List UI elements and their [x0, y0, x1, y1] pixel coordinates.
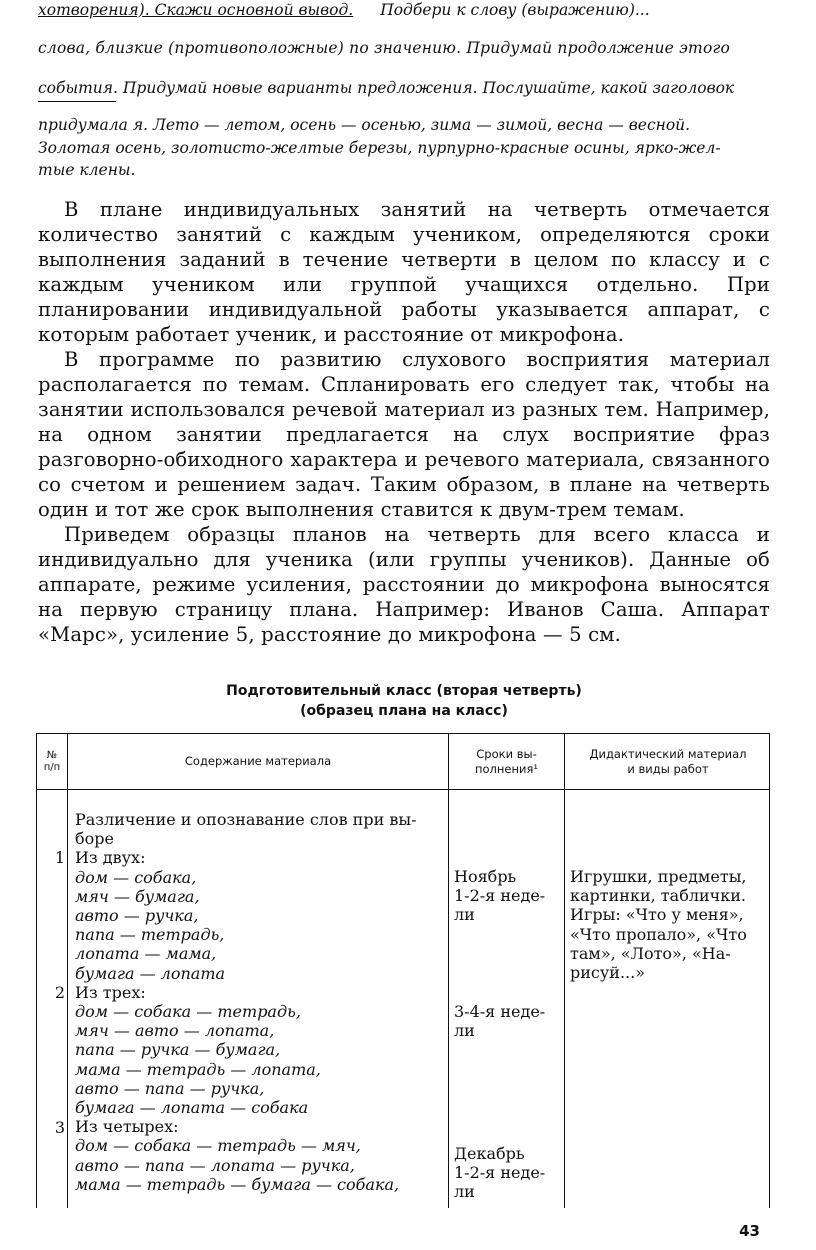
plan-table	[36, 733, 770, 1208]
note-line-4: придумала я. Лето — летом, осень — осенью, зима — зимой, весна — весной.	[38, 116, 691, 134]
term-weeks-end: ли	[454, 905, 475, 925]
header-content: Содержание материала	[184, 754, 332, 768]
body-text	[38, 197, 770, 647]
table-divider	[448, 734, 449, 1208]
content-intro-b: боре	[75, 829, 114, 849]
content-from-two: Из двух:	[75, 848, 146, 868]
terms-block-2	[454, 1002, 564, 1040]
table-header	[37, 734, 769, 790]
didactic-line: там», «Лото», «На-	[570, 943, 731, 963]
content-from-four: Из четырех:	[75, 1117, 179, 1137]
word-pair: лопата — мама,	[75, 944, 217, 964]
word-quad: мама — тетрадь — бумага — собака,	[75, 1174, 400, 1194]
note-rule	[38, 101, 116, 102]
word-triple: мяч — авто — лопата,	[75, 1021, 275, 1041]
word-pair: папа — тетрадь,	[75, 925, 225, 945]
note-line-1b: Подбери к слову (выражению)...	[380, 1, 650, 19]
content-from-three: Из трех:	[75, 982, 146, 1002]
page-number: 43	[739, 1222, 760, 1240]
note-line-6: тые клены.	[38, 161, 136, 179]
note-line-1	[38, 0, 768, 20]
word-triple: мама — тетрадь — лопата,	[75, 1059, 321, 1079]
didactic-line: рисуй...»	[570, 963, 645, 983]
term-weeks: 1-2-я неде-	[454, 886, 546, 906]
term-month: Ноябрь	[454, 867, 517, 886]
word-triple: папа — ручка — бумага,	[75, 1040, 281, 1060]
header-terms: Сроки вы- полнения¹	[474, 746, 539, 776]
term-weeks: 3-4-я неде-	[454, 1002, 546, 1021]
term-weeks-end: ли	[454, 1021, 475, 1041]
term-month: Декабрь	[454, 1144, 525, 1163]
note-line-5: Золотая осень, золотисто-желтые березы, пурпурно-красные осины, ярко-жел-	[38, 139, 721, 157]
word-triple: авто — папа — ручка,	[75, 1078, 265, 1098]
word-pair: бумага — лопата	[75, 963, 226, 983]
header-didactic: Дидактический материал и виды работ	[589, 746, 747, 776]
word-pair: дом — собака,	[75, 867, 197, 887]
note-line-1a: хотворения). Скажи основной вывод.	[38, 1, 354, 19]
row-number-1: 1	[54, 848, 65, 867]
terms-block-3	[454, 1144, 564, 1202]
header-number: № п/п	[43, 749, 61, 773]
didactic-line: «Что пропало», «Что	[570, 924, 747, 944]
didactic-line: Игры: «Что у меня»,	[570, 905, 744, 925]
table-divider	[67, 734, 68, 1208]
table-divider	[564, 734, 565, 1208]
paragraph-2: В программе по развитию слухового восприятия материал располагается по темам. Спланировать его следует так, чтобы на занятии использовался речевой материал из разных тем. Например, на одном занятии предлагается на слух восприятие фраз разговорно-обиходного характера и речевого материала, связанного со счетом и решением задач. Таким образом, в плане на четверть один и тот же срок выполнения ставится к двум-трем темам.	[38, 348, 770, 521]
didactic-block	[570, 867, 768, 982]
row-number-3: 3	[54, 1118, 65, 1137]
content-column	[75, 810, 443, 1194]
word-pair: мяч — бумага,	[75, 886, 200, 906]
terms-block-1	[454, 867, 564, 925]
didactic-line: картинки, таблички.	[570, 886, 746, 906]
row-number-2: 2	[54, 983, 65, 1002]
note-line-2: слова, близкие (противоположные) по значению. Придумай продолжение этого	[38, 39, 731, 57]
term-weeks-end: ли	[454, 1182, 475, 1202]
paragraph-3: Приведем образцы планов на четверть для всего класса и индивидуально для ученика (или группы учеников). Данные об аппарате, режиме усиления, расстоянии до микрофона выносятся на первую страницу плана. Например: Иванов Саша. Аппарат «Марс», усиление 5, расстояние до микрофона — 5 см.	[38, 523, 770, 646]
word-quad: авто — папа — лопата — ручка,	[75, 1155, 355, 1175]
table-caption-title: Подготовительный класс (вторая четверть)	[226, 683, 582, 699]
word-pair: авто — ручка,	[75, 906, 199, 926]
word-triple: бумага — лопата — собака	[75, 1098, 309, 1118]
didactic-line: Игрушки, предметы,	[570, 867, 747, 886]
paragraph-1: В плане индивидуальных занятий на четверть отмечается количество занятий с каждым учеником, определяются сроки выполнения заданий в течение четверти в целом по классу и с каждым учеником или группой учащихся отдельно. При планировании индивидуальной работы указывается аппарат, с которым работает ученик, и расстояние от микрофона.	[38, 198, 770, 346]
word-triple: дом — собака — тетрадь,	[75, 1002, 301, 1022]
term-weeks: 1-2-я неде-	[454, 1163, 546, 1183]
word-quad: дом — собака — тетрадь — мяч,	[75, 1136, 361, 1156]
table-caption-subtitle: (образец плана на класс)	[300, 703, 508, 719]
content-intro-a: Различение и опознавание слов при вы-	[75, 810, 417, 829]
note-line-3: события. Придумай новые варианты предложения. Послушайте, какой заголовок	[38, 79, 735, 97]
